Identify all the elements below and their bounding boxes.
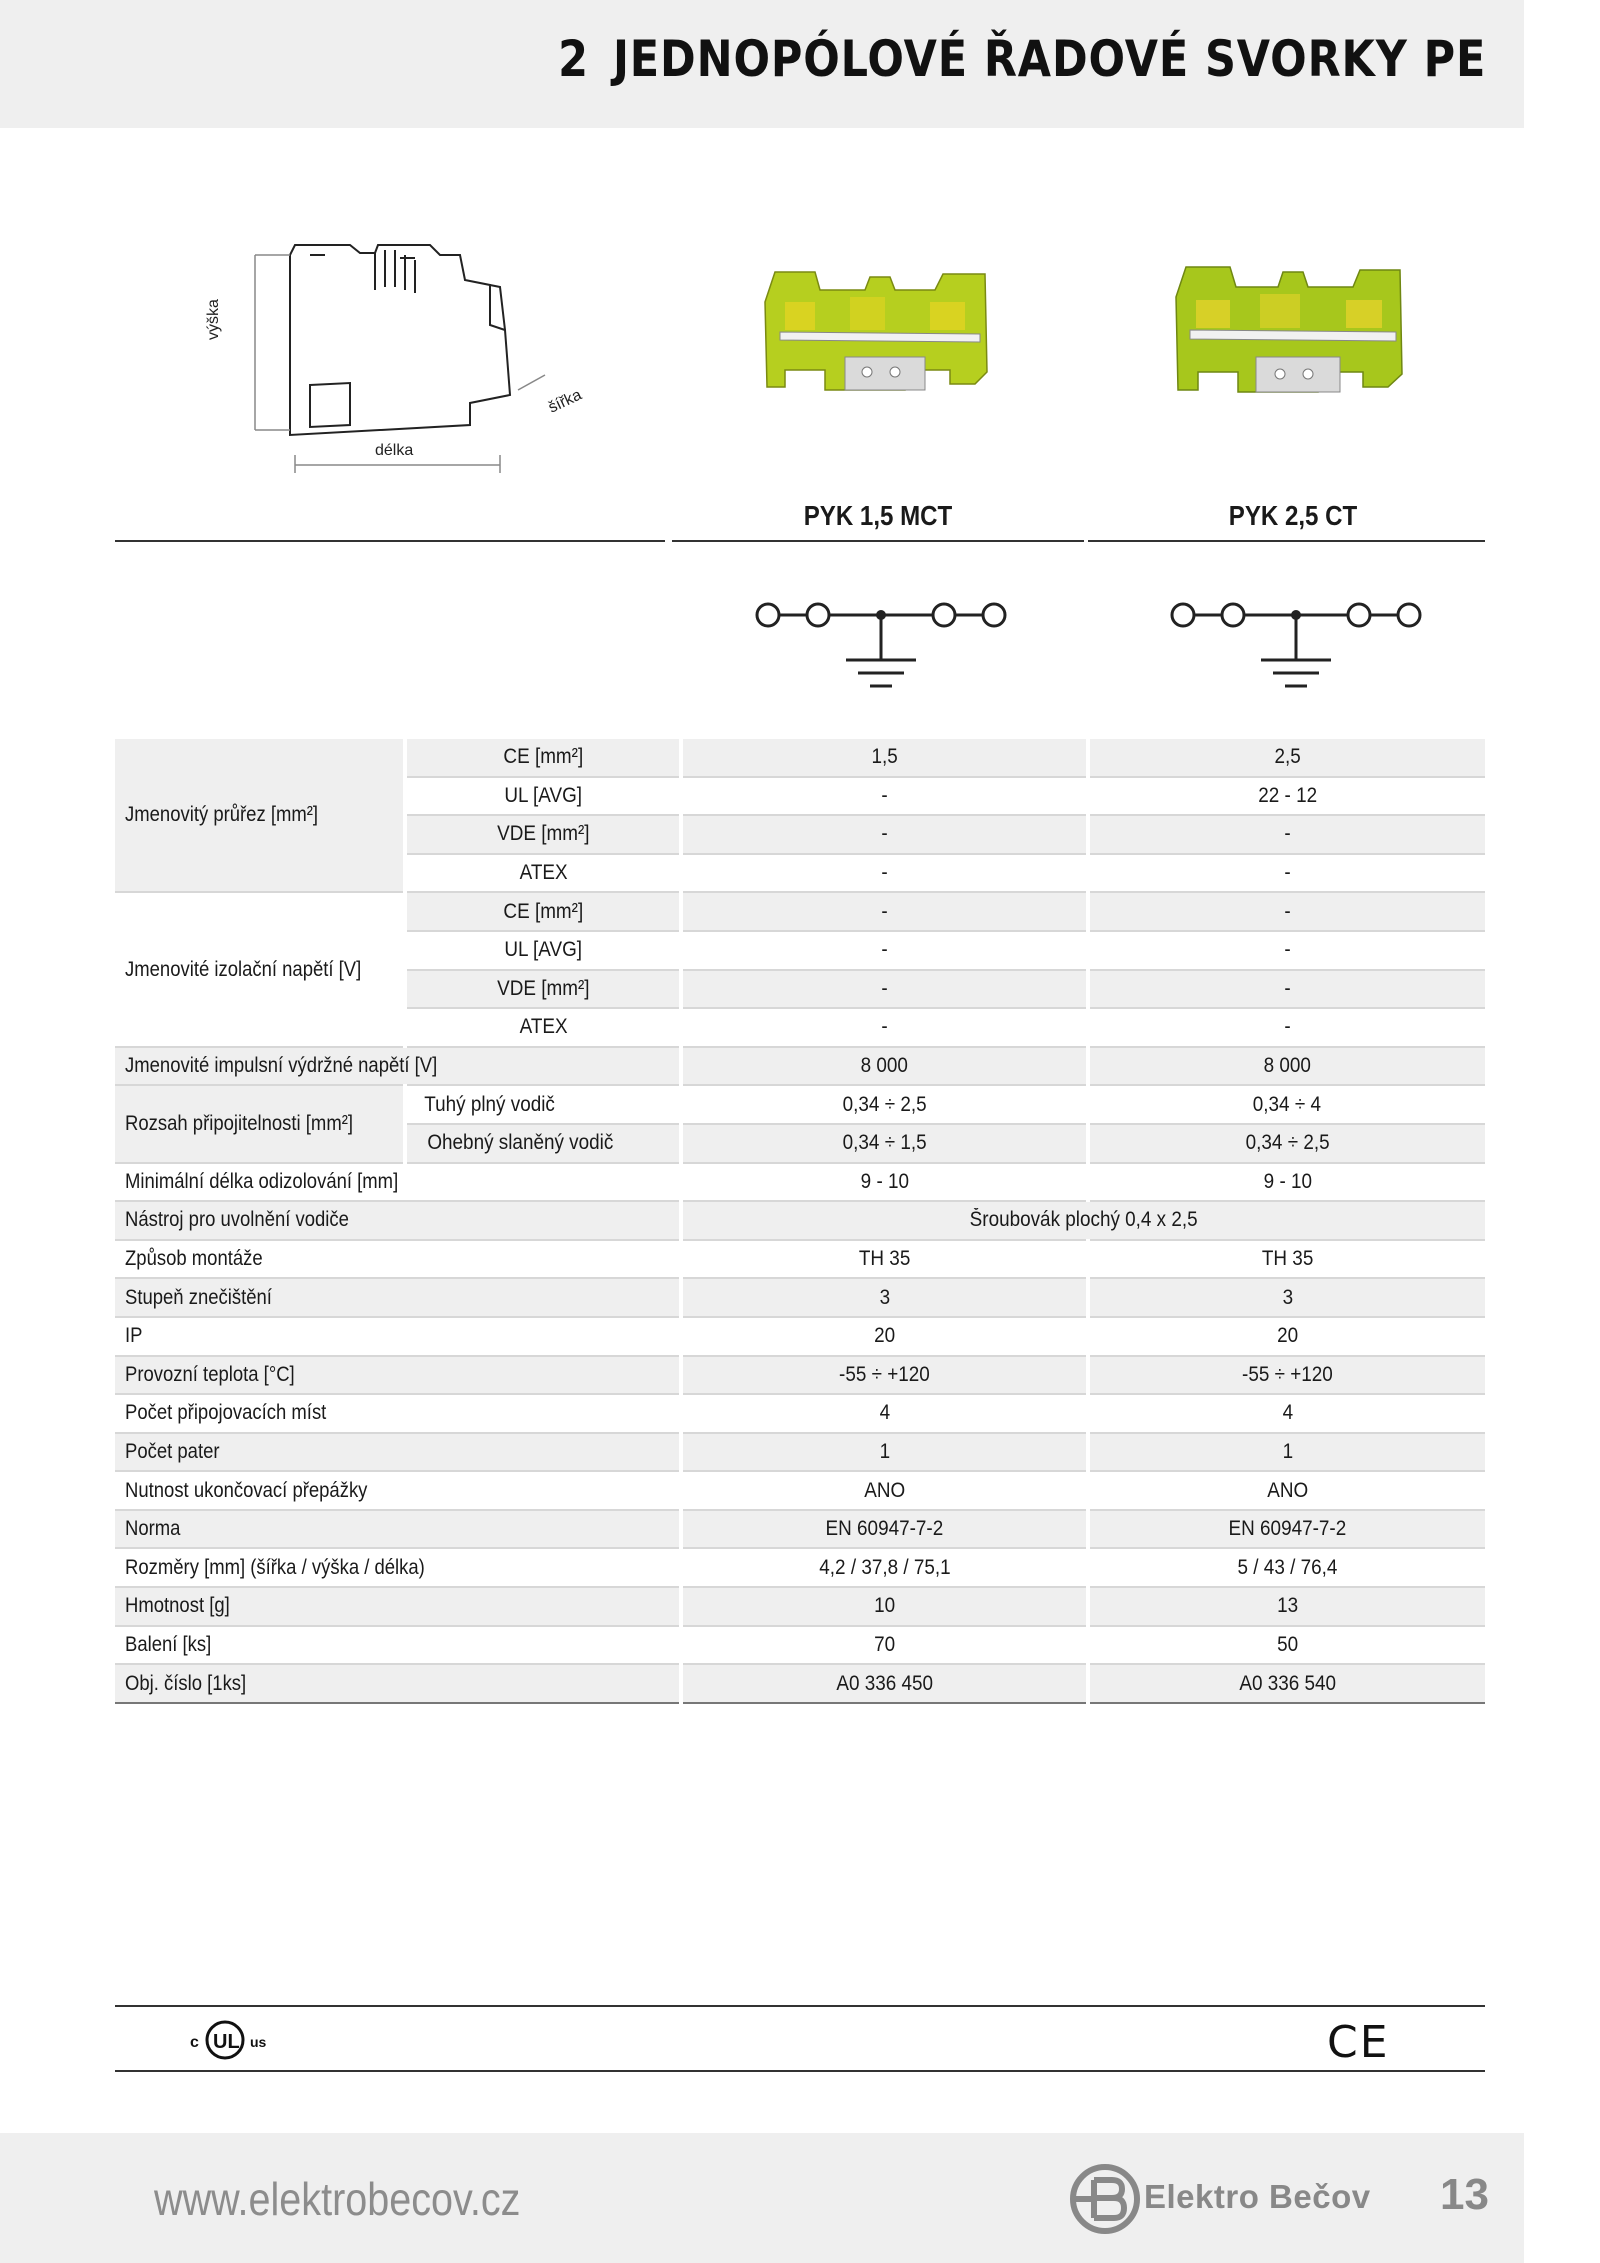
table-row	[115, 1201, 1485, 1240]
table-row	[115, 1356, 1485, 1395]
svg-text:CE: CE	[1327, 2017, 1390, 2065]
value-col1: -	[681, 892, 1087, 931]
group-label-cross-section: Jmenovitý průřez [mm²]	[115, 739, 405, 892]
table-row	[115, 739, 1485, 777]
value-col2: 0,34 ÷ 2,5	[1088, 1124, 1485, 1163]
header-rule-label	[115, 540, 665, 542]
header-rule-col1	[672, 540, 1084, 542]
value-col2: 0,34 ÷ 4	[1088, 1085, 1485, 1124]
value-col1: -55 ÷ +120	[681, 1356, 1087, 1395]
width-label: šířka	[545, 386, 585, 417]
chapter-title: JEDNOPÓLOVÉ ŘADOVÉ SVORKY PE	[612, 30, 1486, 88]
height-label: výška	[205, 299, 222, 340]
value-col2: 4	[1088, 1394, 1485, 1433]
value-col1: A0 336 450	[681, 1664, 1087, 1703]
product-image-pyk-1-5-mct	[755, 262, 995, 402]
value-merged: Šroubovák plochý 0,4 x 2,5	[681, 1201, 1485, 1240]
spec-table	[115, 739, 1485, 1704]
value-col2: -	[1088, 1008, 1485, 1047]
value-col2: -55 ÷ +120	[1088, 1356, 1485, 1395]
length-label: délka	[375, 442, 414, 459]
brand-name: Elektro Bečov	[1144, 2178, 1371, 2215]
table-row	[115, 1587, 1485, 1626]
value-col1: -	[681, 970, 1087, 1009]
sub-label: ATEX	[405, 854, 681, 893]
value-col2: 9 - 10	[1088, 1163, 1485, 1202]
table-row	[115, 1548, 1485, 1587]
ce-mark-icon	[1325, 2015, 1405, 2065]
value-col1: 1,5	[681, 739, 1087, 777]
value-col1: 8 000	[681, 1047, 1087, 1086]
cert-rule-top	[115, 2005, 1485, 2007]
value-col2: -	[1088, 931, 1485, 970]
value-col1: TH 35	[681, 1240, 1087, 1279]
row-label: Norma	[115, 1510, 681, 1549]
pe-terminal-symbol-col2	[1165, 590, 1425, 700]
row-label: Počet pater	[115, 1433, 681, 1472]
ul-listed-icon	[180, 2015, 290, 2065]
page-number: 13	[1440, 2170, 1489, 2219]
table-row	[115, 1433, 1485, 1472]
table-row	[115, 1278, 1485, 1317]
table-row	[115, 892, 1485, 931]
value-col2: 2,5	[1088, 739, 1485, 777]
value-col2: A0 336 540	[1088, 1664, 1485, 1703]
value-col1: 3	[681, 1278, 1087, 1317]
header-rule-col2	[1088, 540, 1485, 542]
table-row	[115, 1317, 1485, 1356]
value-col2: -	[1088, 854, 1485, 893]
svg-text:c: c	[190, 2034, 199, 2051]
sub-label: UL [AVG]	[405, 931, 681, 970]
row-label: Stupeň znečištění	[115, 1278, 681, 1317]
row-label: Počet připojovacích míst	[115, 1394, 681, 1433]
value-col2: 20	[1088, 1317, 1485, 1356]
table-row	[115, 1394, 1485, 1433]
value-col2: 3	[1088, 1278, 1485, 1317]
sub-label: VDE [mm²]	[405, 815, 681, 854]
row-label: Nutnost ukončovací přepážky	[115, 1471, 681, 1510]
value-col1: 4	[681, 1394, 1087, 1433]
table-row	[115, 1471, 1485, 1510]
svg-text:us: us	[250, 2034, 267, 2050]
table-row	[115, 1047, 1485, 1086]
cert-rule-bottom	[115, 2070, 1485, 2072]
pe-terminal-symbol-col1	[750, 590, 1010, 700]
sub-label: CE [mm²]	[405, 739, 681, 777]
value-col1: 1	[681, 1433, 1087, 1472]
page-title	[558, 30, 1486, 88]
value-col2: EN 60947-7-2	[1088, 1510, 1485, 1549]
value-col1: 0,34 ÷ 2,5	[681, 1085, 1087, 1124]
product-name-pyk-1-5-mct: PYK 1,5 MCT	[803, 500, 953, 531]
row-label: Provozní teplota [°C]	[115, 1356, 681, 1395]
value-col2: 5 / 43 / 76,4	[1088, 1548, 1485, 1587]
value-col1: 10	[681, 1587, 1087, 1626]
value-col1: 9 - 10	[681, 1163, 1087, 1202]
value-col1: -	[681, 854, 1087, 893]
table-row	[115, 1085, 1485, 1124]
table-row	[115, 1664, 1485, 1703]
product-name-pyk-2-5-ct: PYK 2,5 CT	[1228, 500, 1358, 531]
value-col2: 8 000	[1088, 1047, 1485, 1086]
row-label: Obj. číslo [1ks]	[115, 1664, 681, 1703]
table-row	[115, 1240, 1485, 1279]
value-col1: 20	[681, 1317, 1087, 1356]
row-label: Minimální délka odizolování [mm]	[115, 1163, 681, 1202]
value-col1: 4,2 / 37,8 / 75,1	[681, 1548, 1087, 1587]
table-row	[115, 1510, 1485, 1549]
chapter-number: 2	[557, 30, 589, 88]
value-col2: 1	[1088, 1433, 1485, 1472]
row-label: Způsob montáže	[115, 1240, 681, 1279]
row-label: Rozměry [mm] (šířka / výška / délka)	[115, 1548, 681, 1587]
table-row	[115, 1626, 1485, 1665]
row-label: Balení [ks]	[115, 1626, 681, 1665]
value-col1: -	[681, 777, 1087, 816]
value-col2: -	[1088, 970, 1485, 1009]
sub-label: ATEX	[405, 1008, 681, 1047]
sub-label: UL [AVG]	[405, 777, 681, 816]
value-col2: TH 35	[1088, 1240, 1485, 1279]
value-col1: 0,34 ÷ 1,5	[681, 1124, 1087, 1163]
value-col1: -	[681, 815, 1087, 854]
sub-label: CE [mm²]	[405, 892, 681, 931]
row-label: Hmotnost [g]	[115, 1587, 681, 1626]
svg-text:UL: UL	[213, 2031, 240, 2053]
value-col2: -	[1088, 815, 1485, 854]
group-label-insulation-voltage: Jmenovité izolační napětí [V]	[115, 892, 405, 1046]
value-col1: 70	[681, 1626, 1087, 1665]
product-image-pyk-2-5-ct	[1168, 262, 1408, 402]
sub-label: Tuhý plný vodič	[405, 1085, 681, 1124]
row-label: Nástroj pro uvolnění vodiče	[115, 1201, 681, 1240]
value-col1: -	[681, 1008, 1087, 1047]
value-col2: 13	[1088, 1587, 1485, 1626]
value-col1: -	[681, 931, 1087, 970]
group-label-connection-range: Rozsah připojitelnosti [mm²]	[115, 1085, 405, 1162]
value-col1: ANO	[681, 1471, 1087, 1510]
sub-label: Ohebný slaněný vodič	[405, 1124, 681, 1163]
value-col2: 50	[1088, 1626, 1485, 1665]
value-col2: ANO	[1088, 1471, 1485, 1510]
elektro-becov-logo-icon	[1068, 2162, 1142, 2236]
value-col2: -	[1088, 892, 1485, 931]
row-label: IP	[115, 1317, 681, 1356]
table-row	[115, 1163, 1485, 1202]
sub-label: VDE [mm²]	[405, 970, 681, 1009]
row-label: Jmenovité impulsní výdržné napětí [V]	[115, 1047, 681, 1086]
website-link[interactable]: www.elektrobecov.cz	[154, 2173, 521, 2225]
value-col1: EN 60947-7-2	[681, 1510, 1087, 1549]
value-col2: 22 - 12	[1088, 777, 1485, 816]
